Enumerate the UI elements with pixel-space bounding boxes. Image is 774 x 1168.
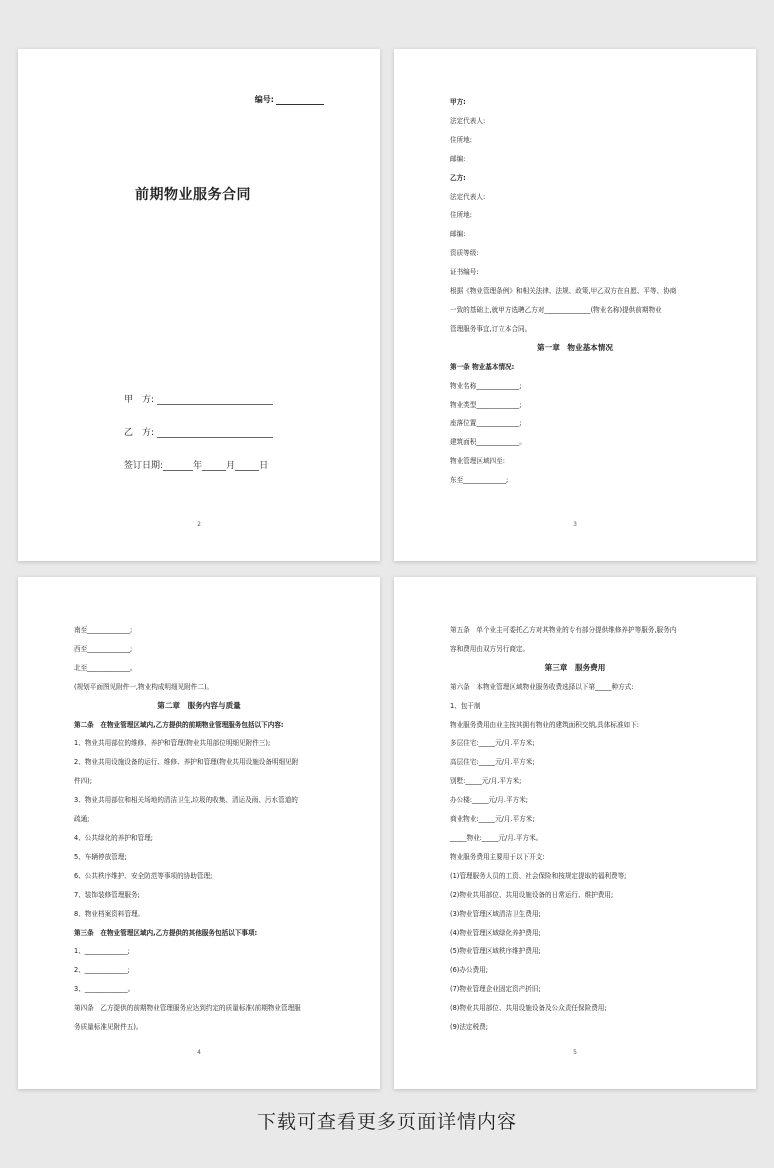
text-line: (1)管理服务人员的工资、社会保险和按规定提取的福利费等; — [450, 871, 627, 880]
text-line: 1、物业共用部位的维修、养护和管理(物业共用部位明细见附件三); — [74, 739, 271, 748]
text-line: 一致的基础上,就甲方选聘乙方对______________(物业名称)提供前期物业 — [450, 305, 662, 314]
text-line: 2、物业共用设施设备的运行、维修、养护和管理(物业共用设施设备明细见附 — [74, 758, 299, 767]
article-heading: 第三条 在物业管理区域内,乙方提供的其他服务包括以下事项: — [74, 928, 258, 937]
party-a-field — [124, 392, 273, 405]
download-more-caption: 下载可查看更多页面详情内容 — [256, 1111, 517, 1133]
party-b-label: 乙 方: — [124, 428, 155, 438]
text-line: 高层住宅:_____元/月.平方米; — [450, 758, 535, 767]
text-line: 法定代表人: — [450, 116, 486, 125]
text-line: 物业管理区域四至: — [450, 457, 505, 466]
text-line: 第六条 本物业管理区域物业服务收费选择以下第_____种方式: — [450, 682, 634, 691]
text-line: 物业服务费用由业主按其拥有物业的建筑面积交纳,具体标准如下: — [450, 720, 639, 729]
text-line: 邮编: — [450, 230, 466, 239]
page-number: 3 — [573, 521, 577, 528]
text-line: 件四); — [74, 777, 92, 786]
text-line: 住所地: — [450, 135, 473, 144]
party-a-line — [157, 395, 273, 405]
text-line: 北至_____________。 — [74, 663, 137, 672]
text-line: (6)办公费用; — [450, 966, 488, 975]
page-number: 2 — [197, 521, 201, 528]
text-line: 商业物业:_____元/月.平方米; — [450, 815, 535, 824]
document-title: 前期物业服务合同 — [135, 187, 251, 203]
party-a-label: 甲 方: — [124, 395, 155, 405]
text-line: 8、物业档案资料管理。 — [74, 909, 145, 918]
article-heading: 第一条 物业基本情况: — [450, 362, 515, 371]
text-line: 法定代表人: — [450, 192, 486, 201]
text-line: 住所地: — [450, 211, 473, 220]
page-5 — [394, 577, 756, 1089]
text-line: (7)物业管理企业固定资产折旧; — [450, 985, 541, 994]
text-line: (5)物业管理区域秩序维护费用; — [450, 947, 541, 956]
text-line: 管理服务事宜,订立本合同。 — [450, 324, 532, 333]
text-line: 西至_____________; — [74, 644, 133, 653]
page-number: 4 — [197, 1049, 201, 1056]
text-line: 东至_____________; — [450, 476, 509, 485]
text-line: 南至_____________; — [74, 626, 133, 634]
text-line: 4、公共绿化的养护和管理; — [74, 833, 153, 842]
page-3 — [394, 49, 756, 561]
page-number: 5 — [573, 1049, 577, 1056]
text-line: (4)物业管理区域绿化养护费用; — [450, 928, 541, 937]
text-line: 5、车辆停放管理; — [74, 852, 127, 861]
year-label: 年 — [193, 461, 203, 471]
text-line: 1、_____________; — [74, 947, 130, 956]
text-line: 资质等级: — [450, 249, 479, 258]
chapter-heading: 第三章 服务费用 — [544, 662, 606, 672]
page-5-body — [450, 621, 700, 1037]
text-line: (9)法定税费; — [450, 1023, 488, 1032]
article-heading: 甲方: — [450, 98, 466, 106]
month-line — [202, 461, 226, 471]
text-line: 第五条 单个业主可委托乙方对其物业的专有部分提供维修养护等服务,服务内 — [450, 626, 677, 634]
contract-number-label: 编号: — [254, 95, 274, 104]
text-line: 6、公共秩序维护、安全防范等事项的协助管理; — [74, 871, 213, 880]
chapter-heading: 第一章 物业基本情况 — [537, 342, 613, 352]
article-heading: 乙方: — [450, 173, 466, 182]
text-line: 物业名称_____________; — [450, 381, 522, 390]
page-3-body — [450, 93, 700, 490]
text-line: 务质量标准见附件五)。 — [74, 1023, 143, 1032]
day-label: 日 — [259, 461, 269, 471]
text-line: 2、_____________; — [74, 966, 130, 975]
signing-date — [124, 458, 268, 471]
text-line: 根据《物业管理条例》和相关法律、法规、政策,甲乙双方在自愿、平等、协商 — [450, 287, 677, 296]
text-line: 别墅:_____元/月.平方米; — [450, 777, 522, 786]
text-line: 物业类型_____________; — [450, 400, 522, 409]
page-4-body — [74, 621, 324, 1037]
text-line: (3)物业管理区域清洁卫生费用; — [450, 909, 541, 918]
text-line: 邮编: — [450, 154, 466, 163]
text-line: 1、包干制 — [450, 701, 481, 710]
text-line: 3、_____________。 — [74, 985, 135, 994]
text-line: 建筑面积_____________。 — [450, 438, 526, 447]
text-line: 疏通; — [74, 815, 90, 824]
text-line: 证书编号: — [450, 268, 479, 277]
page-cover — [18, 49, 380, 561]
text-line: (2)物业共用部位、共用设施设备的日常运行、维护费用; — [450, 890, 614, 899]
contract-number — [255, 94, 324, 105]
text-line: 座落位置_____________; — [450, 419, 522, 428]
page-4 — [18, 577, 380, 1089]
day-line — [235, 461, 259, 471]
text-line: 3、物业共用部位和相关场地的清洁卫生,垃圾的收集、清运及雨、污水管道的 — [74, 796, 298, 805]
text-line: (规划平面图见附件一,物业构成明细见附件二)。 — [74, 682, 214, 691]
text-line: 第四条 乙方提供的前期物业管理服务应达到约定的质量标准(前期物业管理服 — [74, 1004, 301, 1013]
signing-date-label: 签订日期: — [124, 461, 164, 471]
text-line: 多层住宅:_____元/月.平方米; — [450, 739, 535, 748]
month-label: 月 — [226, 461, 236, 471]
text-line: _____物业:_____元/月.平方米。 — [450, 833, 543, 842]
text-line: 7、装饰装修管理服务; — [74, 890, 140, 899]
chapter-heading: 第二章 服务内容与质量 — [157, 700, 241, 710]
text-line: (8)物业共用部位、共用设施设备及公众责任保险费用; — [450, 1004, 607, 1013]
article-heading: 第二条 在物业管理区域内,乙方提供的前期物业管理服务包括以下内容: — [74, 720, 284, 729]
year-line — [163, 461, 193, 471]
party-b-line — [157, 428, 273, 438]
contract-number-line — [276, 96, 324, 105]
text-line: 办公楼:_____元/月.平方米; — [450, 796, 528, 805]
text-line: 容和费用由双方另行商定。 — [450, 644, 530, 653]
text-line: 物业服务费用主要用于以下开支: — [450, 852, 545, 861]
party-b-field — [124, 425, 273, 438]
